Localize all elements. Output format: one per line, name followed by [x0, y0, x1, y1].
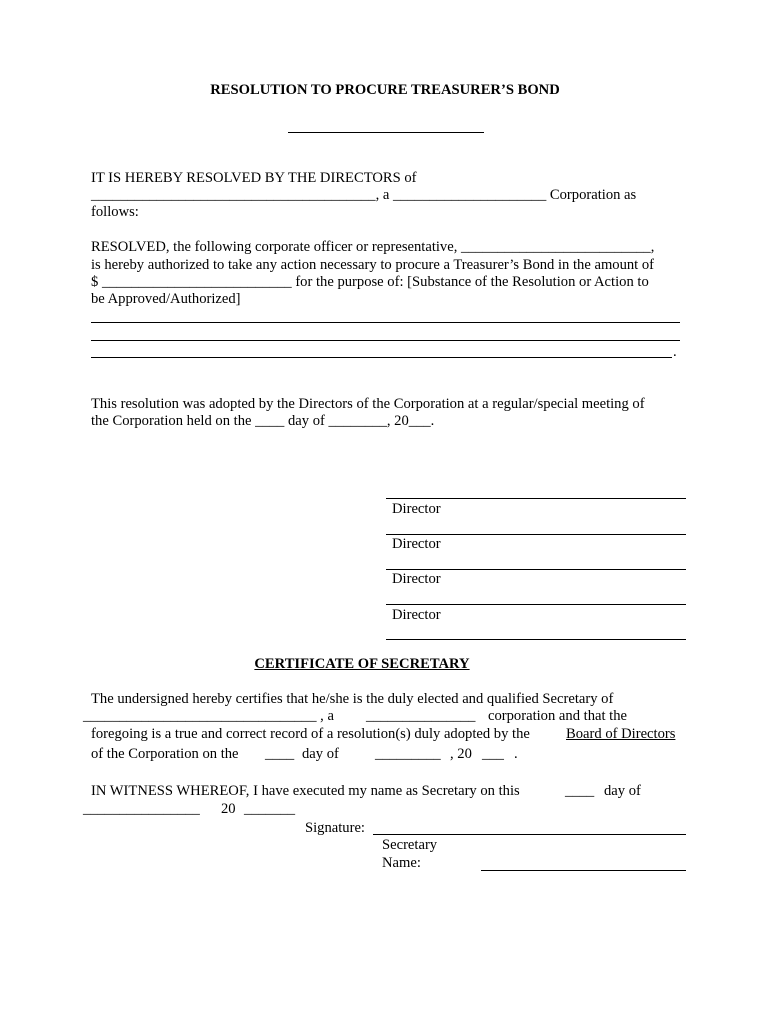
signature-label: Signature:: [305, 820, 365, 836]
witness-line-a: IN WITNESS WHEREOF, I have executed my name as Secretary on this: [91, 783, 520, 799]
director-label-4: Director: [392, 607, 441, 623]
witness-line-2-b: 20: [221, 801, 236, 817]
certificate-heading: CERTIFICATE OF SECRETARY: [254, 656, 470, 672]
certificate-line-4-c: day of: [302, 746, 339, 762]
document-title: RESOLUTION TO PROCURE TREASURER’S BOND: [210, 82, 560, 98]
resolved-line-4: be Approved/Authorized]: [91, 291, 241, 307]
secretary-label: Secretary: [382, 837, 438, 853]
certificate-line-4-b: ____: [265, 746, 295, 762]
secretary-name-label: Name:: [382, 855, 421, 871]
certificate-line-4-e: , 20: [450, 746, 472, 762]
director-signature-line-4: [386, 604, 686, 605]
witness-line-2-c: _______: [244, 801, 296, 817]
purpose-line-period: .: [673, 344, 677, 360]
certificate-line-2-b: _______________: [366, 708, 476, 724]
resolved-line-3: $ __________________________ for the purpose of: [Substance of the Resolution or Action to: [91, 274, 649, 290]
certificate-line-1: The undersigned hereby certifies that he/she is the duly elected and qualified Secretary of: [91, 691, 614, 707]
certificate-line-4-g: .: [514, 746, 518, 762]
director-signature-line-2: [386, 534, 686, 535]
title-underline: [288, 132, 484, 133]
adopted-line-1: This resolution was adopted by the Directors of the Corporation at a regular/special meeting of: [91, 396, 645, 412]
adopted-line-2: the Corporation held on the ____ day of ________, 20___.: [91, 413, 435, 429]
secretary-name-line: [481, 870, 686, 871]
certificate-line-2-a: ________________________________ , a: [83, 708, 334, 724]
director-label-2: Director: [392, 536, 441, 552]
resolved-line-1: RESOLVED, the following corporate officer or representative, __________________________,: [91, 239, 655, 255]
witness-line-2-a: ________________: [83, 801, 200, 817]
signature-line: [373, 834, 686, 835]
resolved-line-2: is hereby authorized to take any action necessary to procure a Treasurer’s Bond in the amount of: [91, 257, 655, 273]
intro-line-3: follows:: [91, 204, 139, 220]
director-label-3: Director: [392, 571, 441, 587]
director-signature-line-1: [386, 498, 686, 499]
witness-line-b: ____: [565, 783, 595, 799]
purpose-blank-line-3: [91, 357, 672, 358]
certificate-board-of-directors: Board of Directors: [566, 726, 676, 742]
purpose-blank-line-1: [91, 322, 680, 323]
certificate-line-2-c: corporation and that the: [488, 708, 627, 724]
director-label-1: Director: [392, 501, 441, 517]
witness-line-c: day of: [604, 783, 641, 799]
intro-line-2: _______________________________________, a _____________________ Corporation as: [91, 187, 637, 203]
intro-line-1: IT IS HEREBY RESOLVED BY THE DIRECTORS of: [91, 170, 417, 186]
certificate-line-3-a: foregoing is a true and correct record of a resolution(s) duly adopted by the: [91, 726, 530, 742]
certificate-line-4-d: _________: [375, 746, 441, 762]
certificate-line-4-a: of the Corporation on the: [91, 746, 239, 762]
director-signature-line-3: [386, 569, 686, 570]
director-signature-line-5: [386, 639, 686, 640]
purpose-blank-line-2: [91, 340, 680, 341]
certificate-line-4-f: ___: [482, 746, 504, 762]
